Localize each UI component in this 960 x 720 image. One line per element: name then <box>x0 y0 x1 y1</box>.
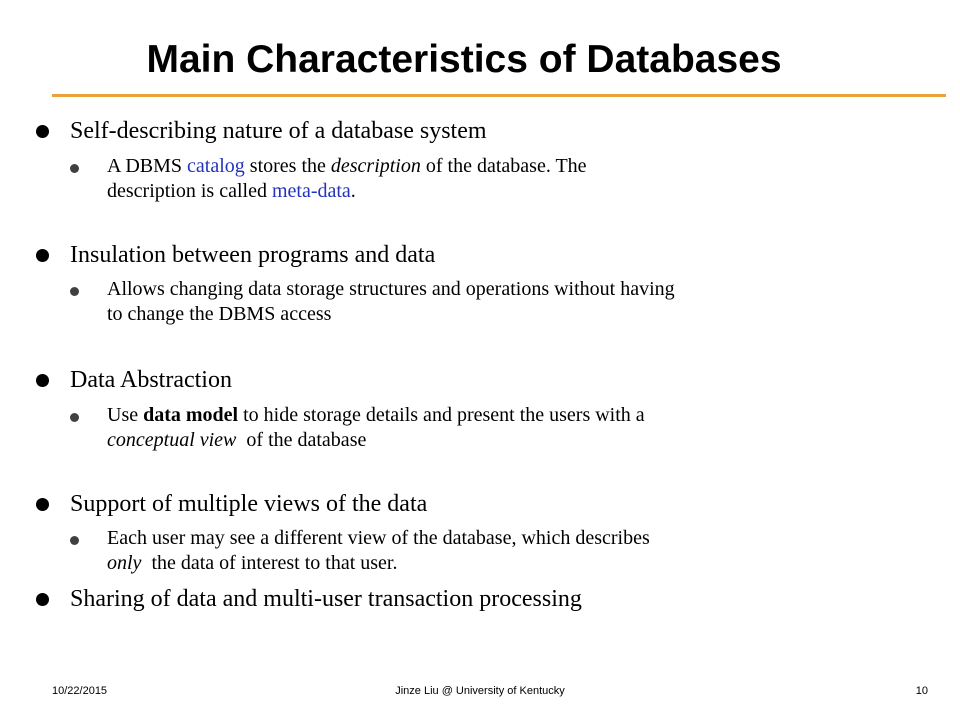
sub-bullet-line <box>107 428 907 453</box>
bullet-text: Sharing of data and multi-user transaction processing <box>70 586 582 612</box>
bullet-dot-icon <box>36 249 49 262</box>
sub-bullet-line: to change the DBMS access <box>107 303 332 325</box>
bullet-text: Data Abstraction <box>70 367 232 393</box>
term-only: only <box>107 552 142 574</box>
text-run: stores the <box>244 155 331 177</box>
bullet-text: Self-describing nature of a database system <box>70 118 487 144</box>
text-run: description is called <box>107 180 272 202</box>
bullet-dot-icon <box>36 593 49 606</box>
bullet-dot-icon <box>36 498 49 511</box>
sub-bullet-dot-icon <box>70 413 79 422</box>
footer-author: Jinze Liu @ University of Kentucky <box>395 685 565 697</box>
sub-bullet-dot-icon <box>70 536 79 545</box>
sub-bullet-line: Allows changing data storage structures and operations without having <box>107 278 675 300</box>
text-run: Use <box>107 404 144 426</box>
sub-bullet-line <box>107 403 907 428</box>
bullet-dot-icon <box>36 374 49 387</box>
text-run: . <box>350 180 356 202</box>
term-conceptual-view: conceptual view <box>107 429 237 451</box>
text-run: of the database <box>246 429 367 451</box>
slide-title: Main Characteristics of Databases <box>146 38 782 81</box>
sub-bullet-text <box>107 403 907 453</box>
footer-date: 10/22/2015 <box>52 685 108 697</box>
sub-bullet-line <box>107 551 907 576</box>
term-data-model: data model <box>143 404 239 426</box>
footer-page-number: 10 <box>915 685 928 697</box>
sub-bullet-dot-icon <box>70 287 79 296</box>
title-underline <box>52 94 946 97</box>
term-catalog: catalog <box>187 155 245 177</box>
sub-bullet-dot-icon <box>70 164 79 173</box>
term-description: description <box>330 155 421 177</box>
sub-bullet-text <box>107 277 907 327</box>
sub-bullet-line: Each user may see a different view of the database, which describes <box>107 527 650 549</box>
text-run: A DBMS <box>107 155 188 177</box>
text-run: the data of interest to that user. <box>151 552 398 574</box>
sub-bullet-text <box>107 154 907 204</box>
term-meta-data: meta-data <box>271 180 351 202</box>
sub-bullet-line <box>107 179 907 204</box>
bullet-text: Support of multiple views of the data <box>70 491 428 517</box>
text-run: of the database. The <box>420 155 587 177</box>
text-run: to hide storage details and present the users with a <box>238 404 645 426</box>
bullet-dot-icon <box>36 125 49 138</box>
sub-bullet-text <box>107 526 907 576</box>
sub-bullet-line <box>107 154 907 179</box>
bullet-text: Insulation between programs and data <box>70 242 436 268</box>
